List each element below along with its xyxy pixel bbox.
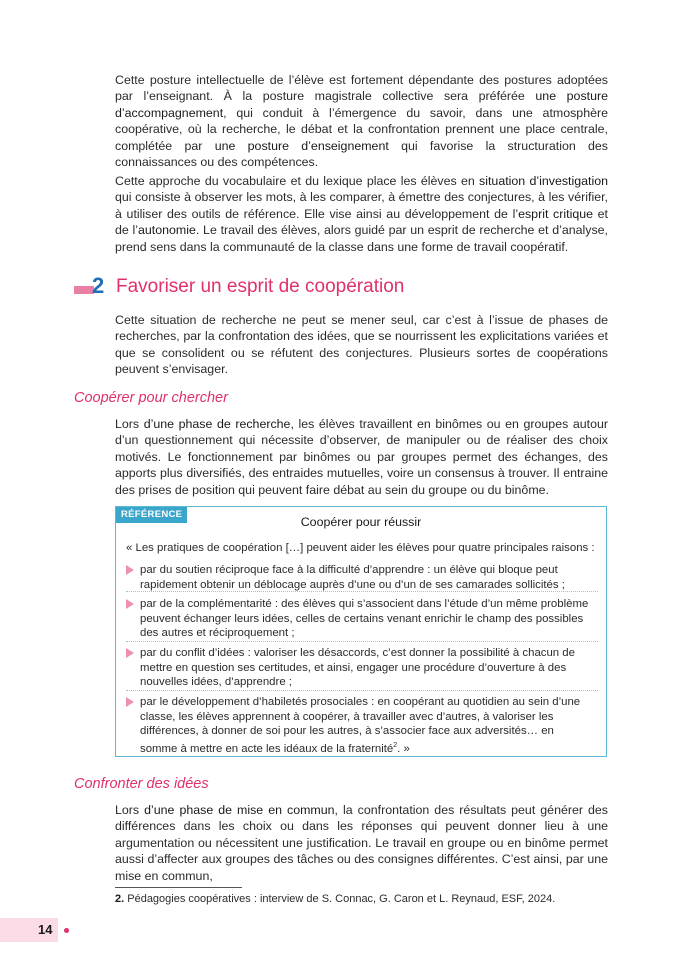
subheading-confronter: Confronter des idées [74,776,209,792]
text-run: . » [397,742,410,755]
text-run: Lors [115,417,144,431]
key-term: d’une phase de recherche [143,417,291,431]
subheading-cooperer: Coopérer pour chercher [74,390,228,406]
reference-item [126,646,598,692]
text-run: , la confrontation des résultats peut générer des différences dans les choix ou dans les réponses qui peuvent donner lieu à une argumentation ou nécessitent une justification. Le travail en groupe ou en binôme permet aussi d’affecter aux groupes des tâches ou des consignes différentes. C’est ainsi, par une mise en commun, [115,803,608,883]
section-number: 2 [92,273,105,298]
triangle-bullet-icon [126,697,134,707]
section-title: Favoriser un esprit de coopération [116,276,405,297]
footnote-number: 2. [115,893,125,905]
key-term: une posture d’enseignement [214,138,389,153]
text-run: , les élèves travaillent en binômes ou en groupes autour d’un questionnement qui nécessite d’observer, de manipuler ou de réaliser des choix motivés. Le fonctionnement par binômes ou par groupes permet des échanges, des apports plus diversifiés, des entraides mutuelles, voire un consensus à trouver. Il entraine des prises de position qui peuvent faire débat au sein du groupe ou du binôme. [115,417,609,497]
footnote-rule [115,887,242,888]
cooperer-paragraph [115,416,608,498]
text-run: qui favorise la structuration des connaissances ou des compétences. [115,138,609,170]
text-run: , qui conduit à l’émergence du savoir, dans une atmosphère coopérative, où la recherche, le débat et la confrontation prennent une place centrale, complétée par [115,105,608,153]
divider [126,641,598,642]
text-run: et de l’ [115,206,608,238]
triangle-bullet-icon [126,565,134,575]
reference-item-text: par du soutien réciproque face à la difficulté d’apprendre : un élève qui bloque peut rapidement obtenir un déblocage auprès d’une ou d’un de ses camarades sollicités ; [140,564,565,591]
key-term: esprit critique [518,206,593,221]
footnote-mark: 2 [393,741,398,749]
footnote-text: Pédagogies coopératives : interview de S. Connac, G. Caron et L. Reynaud, ESF, 2024. [124,893,556,905]
reference-intro: « Les pratiques de coopération […] peuvent aider les élèves pour quatre principales raisons : [126,542,595,554]
reference-tag: RÉFÉRENCE [116,507,187,523]
reference-box [115,506,607,757]
divider [126,690,598,691]
page-number: 14 [38,922,53,937]
text-run: qui consiste à observer les mots, à les comparer, à émettre des conjectures, à les vérifier, à utiliser des outils de référence. Elle vise ainsi au développement de l’ [115,190,608,221]
text-run: Lors [115,803,145,817]
text-run: par le développement d’habiletés prosociales : en coopérant au quotidien au sein d’une classe, les élèves apprennent à coopérer, à travailler avec d’autres, à valoriser les différences, à donner de soi pour les autres, à s’associer face aux adversités… en somme à mettre en acte les idéaux de la fraternité [140,696,581,755]
page-dot-icon [64,928,69,933]
section-heading [74,274,634,300]
section-bar-decoration [74,286,94,294]
reference-item-text: par du conflit d’idées : valoriser les désaccords, c’est donner la possibilité à chacun de mettre en question ses certitudes, et ainsi, engager une procédure d’ouverture à des nouvelles idées, d’apprendre ; [140,647,575,689]
reference-item-text: par de la complémentarité : des élèves qui s’associent dans l’étude d’un même problème peuvent échanger leurs idées, celles de certains venant enrichir le champ des possibles des autres et réciproquement ; [140,598,589,640]
text-run: Cette approche du vocabulaire et du lexique place les élèves en [115,174,480,188]
intro-paragraph-1 [115,72,608,170]
confronter-paragraph [115,802,608,884]
key-term: autonomie [138,223,196,238]
triangle-bullet-icon [126,648,134,658]
reference-item-text [140,695,592,756]
section-paragraph: Cette situation de recherche ne peut se mener seul, car c’est à l’issue de phases de recherches, par la confrontation des idées, que se nourrissent les explicitations variées et que se consolident ou se réfutent des conjectures. Plusieurs sortes de coopérations peuvent s’envisager. [115,313,608,377]
divider [126,591,598,592]
text-run: . Le travail des élèves, alors guidé par un esprit de recherche et d’analyse, prend sens dans la communauté de la classe dans une forme de travail coopératif. [115,223,608,254]
text-run: Cette posture intellectuelle de l’élève est fortement dépendante des postures adoptées par l’enseignant. À la posture magistrale collective sera préférée [115,73,608,104]
key-term: d’une phase de mise en commun [144,803,335,817]
key-term: une posture d’accompagnement [115,89,608,120]
reference-item [126,695,598,755]
triangle-bullet-icon [126,599,134,609]
footnote [115,893,555,905]
reference-title: Coopérer pour réussir [300,515,422,529]
key-term: situation d’investigation [479,174,608,188]
intro-paragraph-2 [115,173,608,255]
reference-item [126,597,598,643]
